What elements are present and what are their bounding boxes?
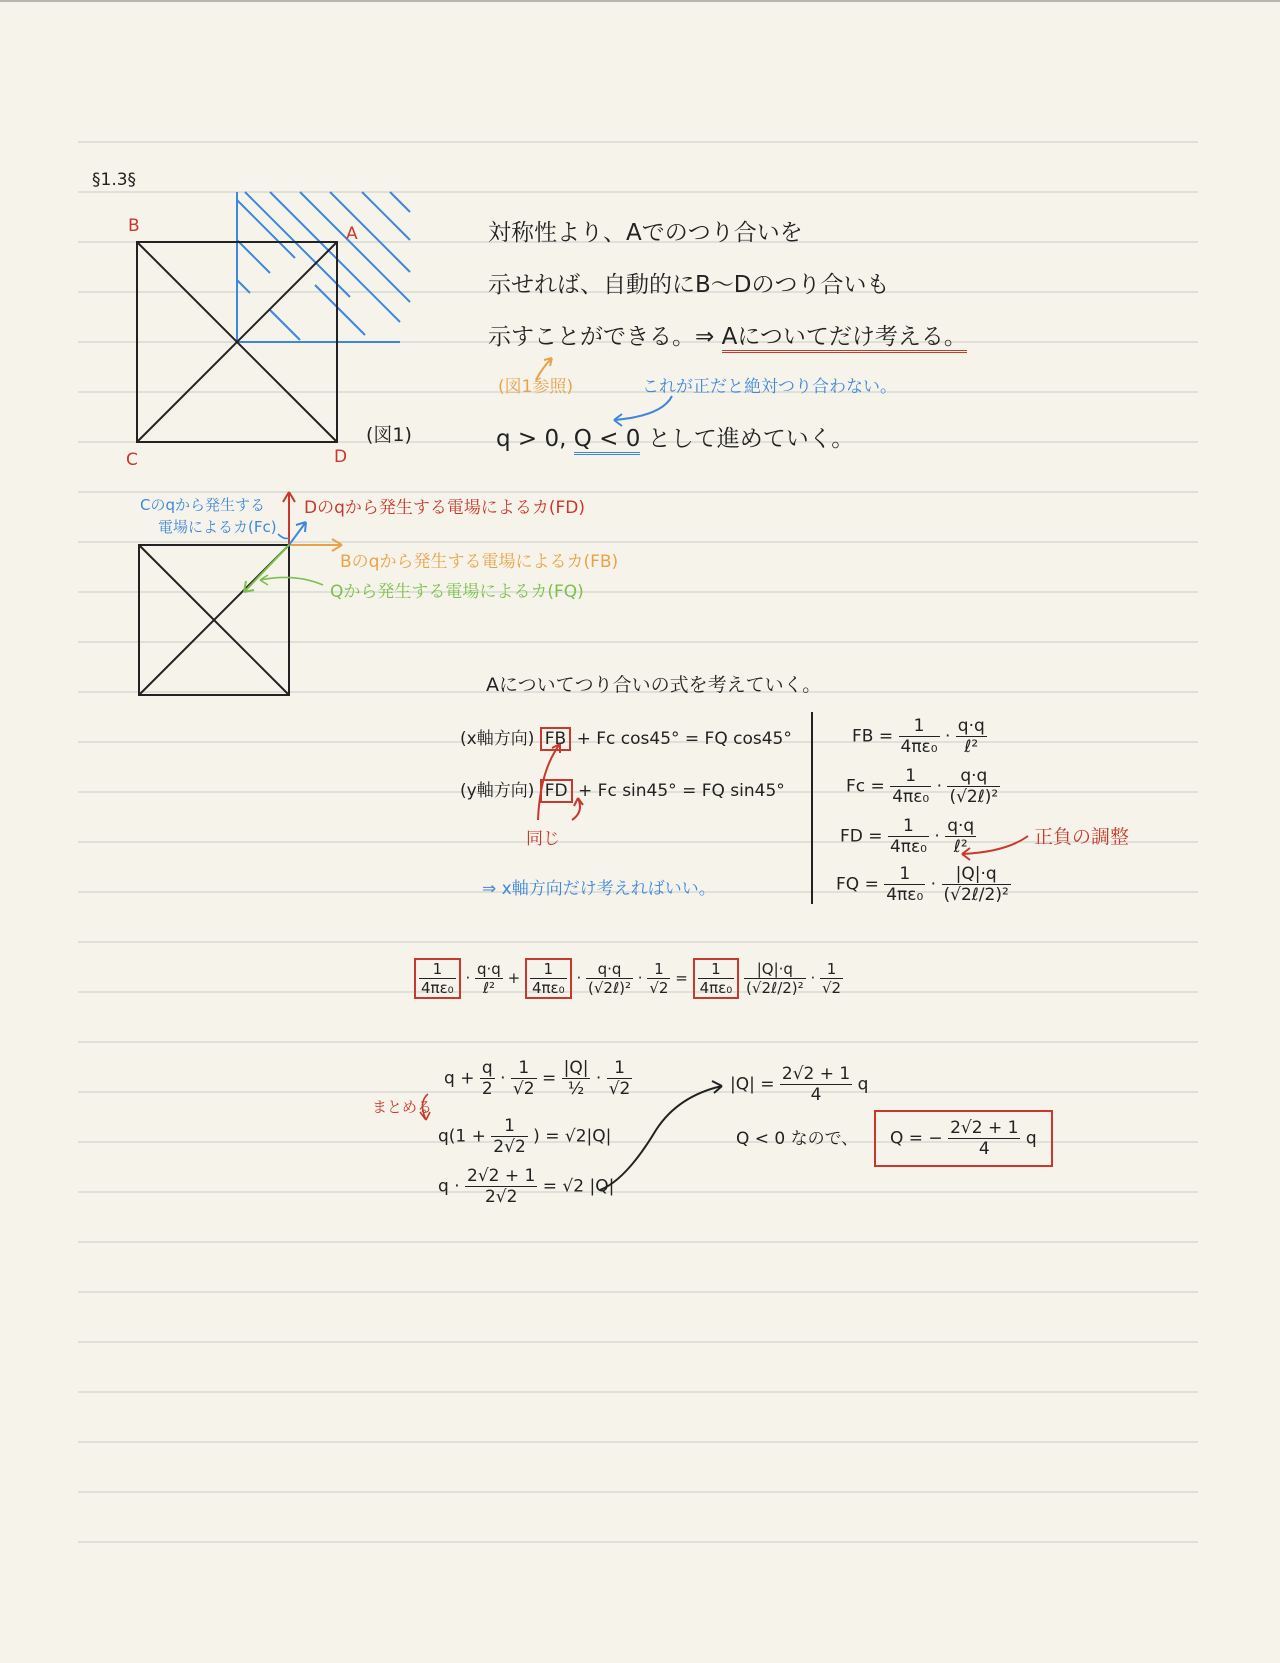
condition-suffix: として進めていく。 xyxy=(647,426,855,452)
condition-prefix: q > 0, xyxy=(496,426,567,452)
s2-f: $\frac{1}{2√2}$ xyxy=(493,1116,526,1157)
r1-lhs: |Q| = xyxy=(730,1074,775,1095)
solution-arrows xyxy=(416,1070,776,1230)
corner-d-label: D xyxy=(334,447,348,467)
balance-conclusion: ⇒ x軸方向だけ考えればいい。 xyxy=(482,879,716,899)
intro-line-3-highlight: Aについてだけ考える。 xyxy=(722,324,967,353)
s2-rhs: ) = √2|Q| xyxy=(533,1126,612,1147)
final-lhs: Q = − xyxy=(890,1128,943,1149)
x-boxed-term: FB xyxy=(540,727,571,751)
fc-lhs: Fc = xyxy=(846,776,885,797)
r1-frac: $\frac{2√2 + 1}{4}$ xyxy=(781,1064,851,1105)
s1-rhs: $\frac{|Q|}{\text{½}}$ xyxy=(563,1058,589,1099)
intro-line-1: 対称性より、Aでのつり合いを xyxy=(488,220,803,246)
final-frac: $\frac{2√2 + 1}{4}$ xyxy=(950,1118,1019,1159)
condition-line xyxy=(496,420,854,453)
main-equals: = xyxy=(675,969,688,987)
fb-lhs: FB = xyxy=(852,726,894,747)
s3-lhs: q · xyxy=(438,1176,460,1197)
fd-lhs: FD = xyxy=(840,826,883,847)
fc-label-line1: Cのqから発生する xyxy=(140,496,265,514)
fc-fraction: $\frac{q\cdot q}{\text{(√2ℓ)²}}$ xyxy=(949,766,999,807)
fq-coef: $\frac{1}{\text{4πε₀}}$ xyxy=(886,864,924,905)
sign-note: 正負の調整 xyxy=(1034,826,1130,848)
balance-title: Aについてつり合いの式を考えていく。 xyxy=(486,674,822,696)
result-abs-q xyxy=(730,1064,868,1105)
figure1-caption: (図1) xyxy=(366,424,412,446)
main-plus: + xyxy=(507,969,521,987)
final-rhs: q xyxy=(1025,1128,1037,1149)
y-axis-equation xyxy=(460,776,785,801)
main-t2-factor: $\frac{1}{√2}$ xyxy=(649,960,669,997)
intro-line-3-prefix: 示すことができる。⇒ xyxy=(488,324,715,350)
main-t3-coef: $\frac{1}{\text{4πε₀}}$ xyxy=(693,958,740,999)
x-axis-label: (x軸方向) xyxy=(460,729,535,749)
main-t1-coef: $\frac{1}{\text{4πε₀}}$ xyxy=(414,958,461,999)
fq-label: Qから発生する電場によるカ(FQ) xyxy=(330,582,584,602)
corner-b-label: B xyxy=(128,216,140,236)
summarize-note: まとめる xyxy=(372,1098,433,1116)
figure1-diagram xyxy=(100,180,520,480)
fb-definition: FB = $\frac{1}{\text{4πε₀}}$ · $\frac{q\cdot q}{\text{ℓ²}}$ xyxy=(852,716,985,757)
final-answer-box xyxy=(874,1110,1053,1167)
y-axis-label: (y軸方向) xyxy=(460,781,535,801)
s2-lhs: q(1 + xyxy=(438,1126,486,1147)
same-arrows xyxy=(520,720,600,830)
intro-line-3 xyxy=(488,318,967,351)
sign-note-arrow xyxy=(956,830,1036,870)
r1-rhs: q xyxy=(857,1074,869,1095)
fb-fraction: $\frac{q\cdot q}{\text{ℓ²}}$ xyxy=(957,716,985,757)
s1-f1: $\frac{q}{2}$ xyxy=(481,1058,493,1099)
s3-rhs: = √2 |Q| xyxy=(542,1176,615,1197)
blue-note: これが正だと絶対つり合わない。 xyxy=(642,377,897,397)
solution-step-1: q + $\frac{q}{2}$ · $\frac{1}{√2}$ = $\frac{|Q|}{\text{½}}$ · $\frac{1}{√2}$ xyxy=(444,1058,631,1099)
main-t1-frac: $\frac{q\cdot q}{\text{ℓ²}}$ xyxy=(477,960,501,997)
ref-note: (図1参照) xyxy=(498,377,574,397)
fc-label-line2: 電場によるカ(Fc) xyxy=(158,518,277,536)
fd-coef: $\frac{1}{\text{4πε₀}}$ xyxy=(889,816,927,857)
main-t3-factor: $\frac{1}{√2}$ xyxy=(821,960,842,997)
main-t3-frac: $\frac{|Q|\cdot q}{\text{(√2ℓ/2)²}}$ xyxy=(746,960,804,997)
fq-definition: FQ = $\frac{1}{\text{4πε₀}}$ · $\frac{|Q|\cdot q}{\text{(√2ℓ/2)²}}$ xyxy=(836,864,1009,905)
fc-definition: Fc = $\frac{1}{\text{4πε₀}}$ · $\frac{q\cdot q}{\text{(√2ℓ)²}}$ xyxy=(846,766,999,807)
s1-f2: $\frac{1}{√2}$ xyxy=(512,1058,535,1099)
s3-f: $\frac{2√2 + 1}{2√2}$ xyxy=(467,1166,536,1207)
fd-label: Dのqから発生する電場によるカ(FD) xyxy=(304,498,586,518)
same-note: 同じ xyxy=(526,829,560,849)
condition-highlight: Q < 0 xyxy=(574,426,641,455)
fd-definition: FD = $\frac{1}{\text{4πε₀}}$ · $\frac{q\cdot q}{\text{ℓ²}}$ xyxy=(840,816,975,857)
intro-line-2: 示せれば、自動的にB〜Dのつり合いも xyxy=(488,272,890,298)
s1-eq: = xyxy=(541,1068,557,1089)
problem-number: §1.3§ xyxy=(92,170,137,190)
divider-line xyxy=(810,712,814,912)
fq-lhs: FQ = xyxy=(836,874,879,895)
y-boxed-term: FD xyxy=(540,779,573,803)
fb-label: Bのqから発生する電場によるカ(FB) xyxy=(340,552,619,572)
y-rest: + Fc sin45° = FQ sin45° xyxy=(578,781,785,801)
main-t2-coef: $\frac{1}{\text{4πε₀}}$ xyxy=(525,958,572,999)
s1-lhs: q + xyxy=(444,1068,475,1089)
corner-a-label: A xyxy=(346,224,358,244)
main-equation: $\frac{1}{\text{4πε₀}}$ · $\frac{q\cdot q}{\text{ℓ²}}$ + $\frac{1}{\text{4πε₀}}$ · $\frac{q\cdot q}{\text{(√2ℓ)²}}$ · $\frac{1}{√2}$ = $\frac{1}{\text{4πε₀}}$ $\frac{|Q|\cdot q}{\text{(√2ℓ/2)²}}$ · $\frac{1}{√2}$ xyxy=(414,958,843,999)
s1-rhs-f: $\frac{1}{√2}$ xyxy=(608,1058,631,1099)
fq-fraction: $\frac{|Q|\cdot q}{\text{(√2ℓ/2)²}}$ xyxy=(943,864,1009,905)
fc-coef: $\frac{1}{\text{4πε₀}}$ xyxy=(892,766,930,807)
corner-c-label: C xyxy=(126,450,138,470)
main-t2-frac: $\frac{q\cdot q}{\text{(√2ℓ)²}}$ xyxy=(587,960,631,997)
fd-fraction: $\frac{q\cdot q}{\text{ℓ²}}$ xyxy=(947,816,975,857)
result-condition: Q < 0 なので、 xyxy=(736,1129,859,1149)
x-axis-equation xyxy=(460,724,792,749)
fb-coef: $\frac{1}{\text{4πε₀}}$ xyxy=(900,716,938,757)
x-rest: + Fc cos45° = FQ cos45° xyxy=(576,729,792,749)
